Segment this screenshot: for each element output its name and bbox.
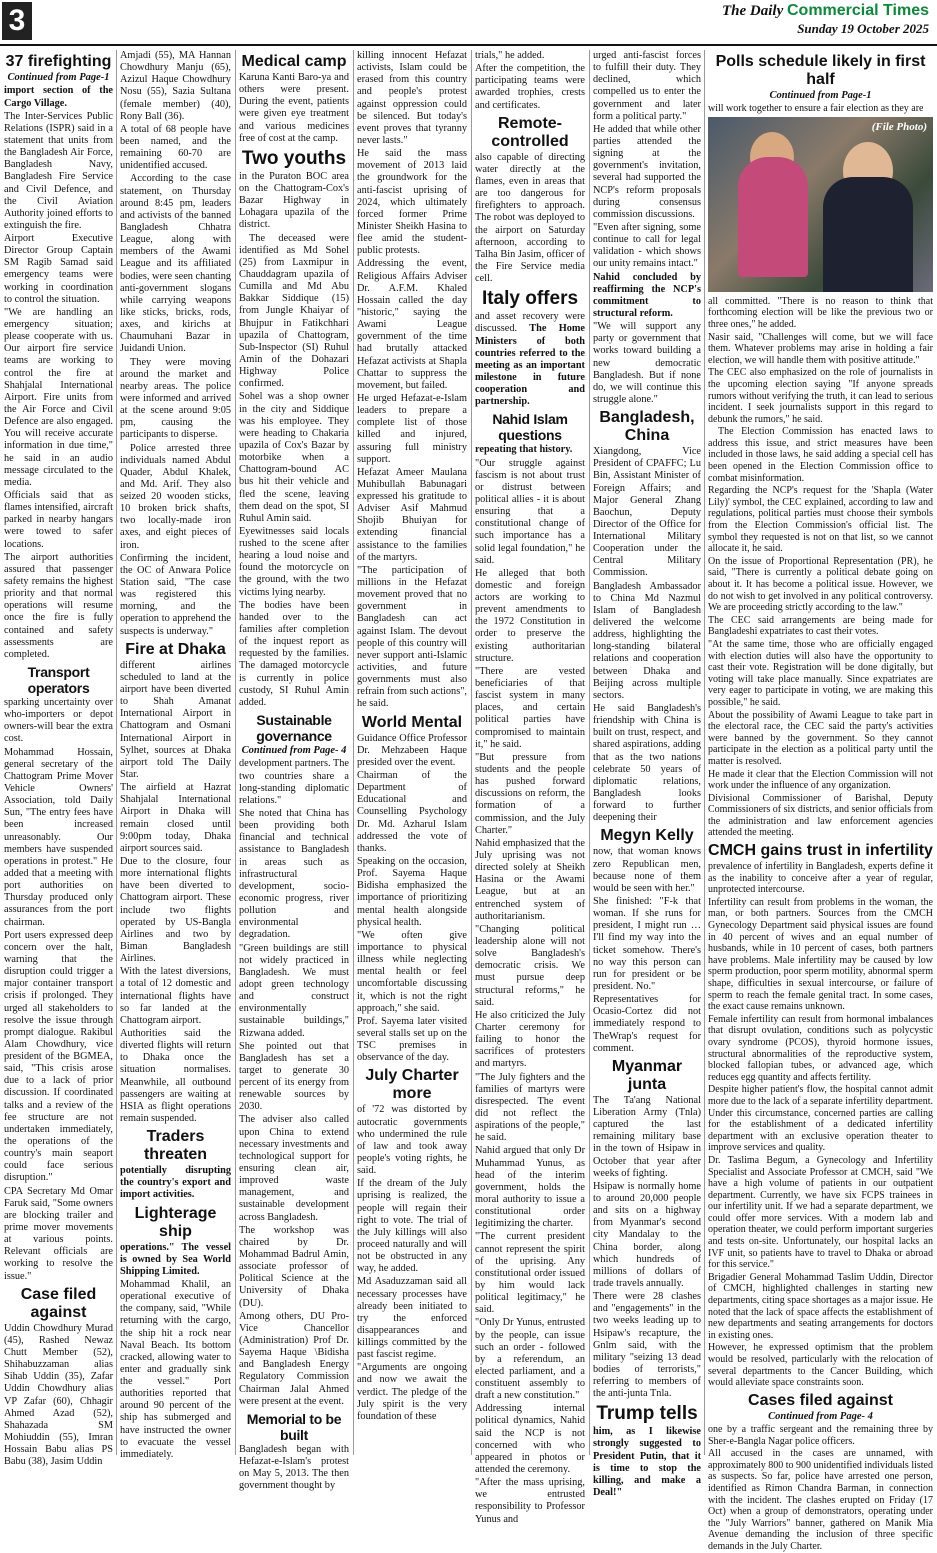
continued-note: Continued from Page-1 [7, 72, 110, 83]
page-number: 3 [2, 2, 32, 40]
paragraph: Infertility can result from problems in the woman, the man, or both partners. Sources from the CMCH Gynecology Department said physical issues are found in 40 percent of wives and an equal number of husbands, while in 10 percent of cases, both partners have problems. Male infertility may be caused by low sperm production, poor sperm motility, abnormal sperm shape, difficulties in sexual intercourse, or failure of sperm to reach the female genital tract. In some cases, the exact cause remains unknown. [708, 896, 933, 1013]
headline: Polls schedule likely in first half [715, 53, 926, 88]
headline: Bangladesh, China [599, 409, 695, 445]
paragraph: Brigadier General Mohammad Taslim Uddin, Director of CMCH, highlighted challenges in starting new departments, citing space shortages as a major issue. He noted that the lack of space affects the establishment of new departments and seating arrangements for doctors in existing ones. [708, 1271, 933, 1341]
paragraph: Police arrested three individuals named Abdul Quader, Abdul Khalek, and Md. Arif. They also seized 20 wooden sticks, 10 broken brick shafts, two locally-made iron axes, and eight pieces of iron. [120, 442, 231, 551]
headline: Medical camp [241, 53, 347, 70]
headline: Two youths [241, 147, 347, 169]
person-body [823, 177, 913, 292]
paragraph: He said Bangladesh's friendship with China is built on trust, respect, and shared aspirations, adding that as the two nations celebrate 50 years of diplomatic relations, Bangladesh looks forward to further deepening their [593, 703, 701, 824]
paragraph: "The participation of millions in the Hefazat movement proved that no government in Bangladesh can act against Islam. The devout people of this country will never support anti-Islamic activities, and future governments must also refrain from such actions", he said. [357, 564, 467, 710]
newspaper-name [722, 2, 929, 20]
paragraph: Speaking on the occasion, Prof. Sayema Haque Bidisha emphasized the importance of prioritizing mental health alongside physical health. [357, 856, 467, 928]
paragraph: The workshop was chaired by Dr. Mohammad Badrul Amin, associate professor of Political Science at the University of Dhaka (DU). [239, 1224, 349, 1309]
headline: Traders threaten [143, 1128, 208, 1164]
paragraph: different airlines scheduled to land at the airport have been diverted to Shah Amanat International Airport in Chattogram and Osmani International Airport in Sylhet, sources at Dhaka airport told The Daily Star. [120, 659, 231, 781]
paragraph: Mohammad Khalil, an operational executive of the company, said, "While returning with the cargo, the ship hit a rock near Naval Beach. Its bottom cracked, allowing water to enter and gradually sink the vessel." Port authorities reported that around 90 percent of the ship has submerged and have instructed the owner to evacuate the vessel immediately. [120, 1278, 231, 1460]
paragraph: Despite higher patient's flow, the hospital cannot admit more due to the lack of a separate infertility department. Under this circumstance, concerned parties are calling for the establishment of a dedicated infertility department with an exclusive operation theater to improve services and quality. [708, 1084, 933, 1154]
paragraph: Addressing internal political dynamics, Nahid said the NCP is not concerned with who appeared in photos or attended the ceremony. [475, 1403, 585, 1476]
paragraph: The Ta'ang National Liberation Army (Tnla) captured the last remaining military base in the town of Hsipaw in October that year after weeks of fighting. [593, 1094, 701, 1179]
paragraph: him, as I likewise strongly suggested to President Putin, that it is time to stop the killing, and make a Deal!" [593, 1426, 701, 1499]
paragraph: Nasir said, "Challenges will come, but we will face them. Whatever problems may arise in holding a fair election, we will handle them with positive attitude." [708, 331, 933, 366]
paragraph: All accused in the cases are unnamed, with approximately 800 to 900 unidentified individuals listed as suspects. So far, police have arrested one person, identified as Rimon Chandra Barman, in connection with the incident. The clashes erupted on Friday (17 Oct) when a group of demonstrators, operating under the "July Warriors" banner, gathered on Manik Mia Avenue demanding the inclusion of three specific demands in the July Charter. [708, 1448, 933, 1552]
person-body [738, 157, 808, 277]
paragraph: There were 28 clashes and "engagements" in the two weeks leading up to Hsipaw's recapture, the Gnlm said, with the military "seizing 13 dead bodies of terrorists," referring to members of the anti-junta Tnla. [593, 1291, 701, 1400]
paragraph: Hsipaw is normally home to around 20,000 people and sits on a highway from Myanmar's second city Mandalay to the China border, along which hundreds of millions of dollars of trade travels annually. [593, 1180, 701, 1289]
brand-prefix: The Daily [722, 3, 787, 19]
paragraph: Md Asaduzzaman said all necessary processes have already been initiated to try the enforced disappearances and killings committed by the past fascist regime. [357, 1276, 467, 1361]
paragraph: development partners. The two countries share a long-standing diplomatic relations." [239, 758, 349, 806]
column-divider [353, 50, 354, 1455]
paragraph: potentially disrupting the country's export and import activities. [120, 1165, 231, 1201]
paragraph: will work together to ensure a fair election as they are [708, 103, 924, 115]
paragraph: trials," he added. [475, 50, 545, 61]
paragraph: Authorities said the diverted flights will return to Dhaka once the situation normalises. Meanwhile, all outbound passengers are waiting at HSIA as flight operations remain suspended. [120, 1027, 231, 1124]
paragraph: Representatives for Ocasio-Cortez did not immediately respond to TheWrap's request for comment. [593, 994, 701, 1054]
headline: Remote-controlled [491, 114, 569, 150]
paragraph: "But pressure from students and the people has pushed forward discussions on reform, the formation of a commission, and the July Charter." [475, 751, 585, 836]
headline: Sustainable governance [256, 712, 332, 745]
headline: 37 firefighting [5, 53, 112, 70]
paragraph: He also criticized the July Charter ceremony for failing to honor the sacrifices of protesters and martyrs. [475, 1009, 585, 1070]
column-7 [708, 50, 933, 1552]
paragraph: "The July fighters and the families of martyrs were disrespected. The event did not reflect the aspirations of the people," he said. [475, 1071, 585, 1144]
paragraph: "We often give importance to physical illness while neglecting mental health or feel uncomfortable discussing it, which is not the right approach," she said. [357, 929, 467, 1014]
paragraph: A total of 68 people have been named, and the remaining 60-70 are unidentified accused. [120, 123, 231, 172]
headline: Trump tells [596, 1403, 698, 1425]
headline: CMCH gains trust in infertility [708, 842, 933, 860]
headline: World Mental [361, 713, 463, 731]
paragraph: Prof. Sayema later visited several stalls set up on the TSC premises in observance of the day. [357, 1015, 467, 1064]
paragraph: "We are handling an emergency situation; please cooperate with us. Our airport fire service teams are working to control the fire at Shahjalal International Airport. Fire units from the Air Force and Civil Defence are also engaged. You will receive accurate information in due time," he said in an audio message circulated to the media. [4, 306, 113, 488]
paragraph: "The current president cannot represent the spirit of the uprising. Any constitutional order issued by him would lack political legitimacy," he said. [475, 1231, 585, 1316]
headline: Italy offers [481, 288, 579, 310]
paragraph: He urged Hefazat-e-Islam leaders to prepare a complete list of those killed and injured, assuring full ministry support. [357, 392, 467, 465]
paragraph: "Arguments are ongoing and now we await the verdict. The pledge of the July spirit is the very foundation of these [357, 1362, 467, 1422]
headline: July Charter more [365, 1067, 459, 1103]
column-divider [235, 50, 236, 1455]
column-divider [116, 50, 117, 1455]
headline: Case filed against [20, 1285, 97, 1321]
paragraph: Among others, DU Pro-Vice Chancellor (Administration) Prof Dr. Sayema Haque \Bidisha and Bangladesh Energy Regulatory Commission Chairman Jalal Ahmed were present at the event. [239, 1310, 349, 1407]
headline: Lighterage ship [134, 1204, 217, 1240]
paragraph: Addressing the event, Religious Affairs Adviser Dr. A.F.M. Khaled Hossain called the day "historic," saying the Awami League government of the time had brutally attacked Hefazat activists at Shapla Chattar to suppress the movement, but failed. [357, 258, 467, 391]
continued-note: Continued from Page- 4 [241, 745, 347, 757]
paragraph: Divisional Commissioner of Barishal, Deputy Commissioners of six districts, and senior officials from the administration and law enforcement agencies attended the meeting. [708, 792, 933, 839]
paragraph: He alleged that both domestic and foreign actors are working to prevent amendments to the 1972 Constitution in order to preserve the existing authoritarian structure. [475, 567, 585, 664]
paragraph-lead: and asset recovery were discussed. [475, 311, 585, 335]
paragraph: The adviser also called upon China to extend necessary investments and technological support for ensuring clean air, improved waste management, and sustainable development across Bangladesh. [239, 1114, 349, 1223]
paragraph: CPA Secretary Md Omar Faruk said, "Some owners are blocking trailer and prime mover movements at various points. Relevant officials are working to resolve the issue." [4, 1185, 113, 1282]
column-2 [120, 50, 231, 1460]
paragraph: "Changing political leadership alone will not solve Bangladesh's democratic crisis. We must pursue deep structural reforms," he said. [475, 923, 585, 1008]
paragraph: On the issue of Proportional Representation (PR), he said, "There is currently a political debate going on about it. It has become a political issue. However, we do not wish to get involved in any political controversy. We are proceeding strictly according to the law." [708, 555, 933, 614]
paragraph: The deceased were identified as Md Sohel (25) from Laxmipur in Chauddagram upazila of Cumilla and Md Abu Bakkar Siddique (15) from Jungle Khaiyar of Bhujpur in Fatikchhari upazila of Chattogram, Sub-Inspector (SI) Ruhul Amin of the Dohazari Highway Police confirmed. [239, 232, 349, 390]
paragraph: Nahid argued that only Dr Muhammad Yunus, as head of the interim government, holds the moral authority to issue a constitutional order legitimizing the charter. [475, 1145, 585, 1230]
paragraph: She pointed out that Bangladesh has set a target to generate 30 percent of its energy from renewable sources by 2030. [239, 1040, 349, 1113]
paragraph: Confirming the incident, the OC of Anwara Police Station said, "The case was registered this morning, and the operation to apprehend the suspects is underway." [120, 552, 231, 637]
paragraph: "At the same time, those who are officially engaged with election duties will also have the opportunity to cast their vote. Registration will be done digitally, but voting will take place manually. Since expatriates are very eager to participate in voting, we are making this possible," he said. [708, 638, 933, 708]
paragraph: He added that while other parties attended the signing at the government's invitation, several had supported the NCP's reform proposals during consensus commission discussions. [593, 123, 701, 220]
paragraph: Eyewitnesses said locals rushed to the scene after hearing a loud noise and found the motorcycle on the ground, with the two victims lying nearby. [239, 525, 349, 598]
brand-name: Commercial Times [787, 2, 929, 19]
paragraph: Hefazat Ameer Maulana Muhibullah Babunagari expressed his gratitude to Adviser Asif Mahmud Shojib Bhuiyan for extending financial assistance to the families of the martyrs. [357, 466, 467, 563]
paragraph: "Green buildings are still not widely practiced in Bangladesh. We must adopt green technology and construct environmentally sustainable buildings," Rizwana added. [239, 942, 349, 1039]
paragraph: now, that woman knows zero Republican men, because none of them would be seen with her." [593, 846, 701, 894]
paragraph: She finished: "F-k that woman. If she runs for president, I might run … I'll find my way into the ticket somehow. There's no way this person can run for president or be president. No." [593, 896, 701, 992]
paragraph: all committed. "There is no reason to think that forthcoming election will be like the previous two or three ones," he added. [708, 295, 933, 330]
paragraph: killing innocent Hefazat activists, Islam could be erased from this country and people's protest against oppression could be silenced. But today's event proves that tyranny never lasts." [357, 50, 467, 146]
paragraph: Airport Executive Director Group Captain SM Ragib Samad said emergency teams were working in coordination to control the situation. [4, 233, 113, 305]
column-divider [471, 50, 472, 1455]
paragraph: one by a traffic sergeant and the remaining three by Sher-e-Bangla Nagar police officers. [708, 1423, 933, 1447]
paragraph: Nahid emphasized that the July uprising was not directed solely at Sheikh Hasina or the Awami League, but at an entrenched system of authoritarianism. [475, 837, 585, 922]
column-5 [475, 50, 586, 1525]
paragraph: After the competition, the participating teams were awarded trophies, crests and certificates. [475, 63, 585, 111]
photo-caption: (File Photo) [871, 120, 927, 133]
headline: Megyn Kelly [600, 827, 694, 845]
paragraph: Nahid concluded by reaffirming the NCP's commitment to structural reform. [593, 271, 701, 319]
column-6 [593, 50, 701, 1499]
paragraph: He said the mass movement of 2013 laid the groundwork for the anti-fascist uprising of 2024, which ultimately forced former Prime Minister Sheikh Hasina to flee amid the student-public protests. [357, 148, 467, 257]
paragraph: of '72 was distorted by autocratic governments who undermined the rule of law and took away people's voting rights, he said. [357, 1104, 467, 1177]
paragraph: Dr. Taslima Begum, a Gynecology and Infertility Specialist and Associate Professor at CMCH, said "We have a high volume of patients in our outpatient department. Currently, we have six FCPS trainees in our infertility unit. If we had a separate department, we could offer more services. With a modern lab and operation theater, we could perform important surgeries and tests on-site. Unfortunately, our hospital lacks an IVF unit, so patients have to travel to Dhaka or abroad for this service." [708, 1154, 933, 1271]
column-divider [704, 50, 705, 1455]
paragraph: prevalence of infertility in Bangladesh, experts define it as the inability to conceive after a year of regular, unprotected intercourse. [708, 861, 933, 896]
paragraph: urged anti-fascist forces to fulfill their duty. They declined, which compelled us to enter the government and later form a political party." [593, 50, 701, 122]
paragraph: Amjadi (55), MA Hannan Chowdhury Manju (65), Azizul Haque Chowdhury Nosu (55), Sazia Sultana (female member) (40), Rony Ball (36). [120, 50, 231, 122]
news-photo [708, 117, 933, 292]
paragraph: The Inter-Services Public Relations (ISPR) said in a statement that units from the Bangladesh Air Force, Bangladesh Navy, Bangladesh Fire Service and Civil Defence, and the Civil Aviation Authority joined efforts to extinguish the fire. [4, 110, 113, 231]
column-1 [4, 50, 113, 1468]
paragraph: Xiangdong, Vice President of CPAFFC; Lu Bin, Assistant Minister of Foreign Affairs; and Major General Zhang Baochun, Deputy Director of the Office for International Military Cooperation under the Central Military Commission. [593, 446, 701, 579]
paragraph: He made it clear that the Election Commission will not work under the influence of any organization. [708, 768, 933, 792]
column-4 [357, 50, 467, 1455]
paragraph: "We will support any party or government that works toward building a new democratic Bangladesh. But if none do, we will continue this struggle alone." [593, 321, 701, 405]
paragraph [475, 311, 585, 408]
paragraph-bold: The Home Ministers of both countries referred to the meeting as an important milestone in future cooperation and partnership. [475, 323, 586, 408]
paragraph: "Our struggle against fascism is not about trust or distrust between political allies - it is about ensuring that a constitutional change of such importance has a solid legal foundation," he said. [475, 457, 585, 566]
paragraph: They were moving around the market and nearby areas. The police were informed and arrived at the scene around 9:05 pm, causing the participants to disperse. [120, 356, 231, 441]
paragraph: repeating that history. [475, 444, 573, 456]
paragraph: If the dream of the July uprising is realized, the people will regain their right to vote. The trial of the July killings will also proceed naturally and will not be obstructed in any way, he added. [357, 1178, 467, 1275]
paragraph: Due to the closure, four more international flights have been diverted to Chattogram airport. These include two flights operated by US-Bangla Airlines and two by Biman Bangladesh Airlines. [120, 856, 231, 965]
headline: Transport operators [27, 663, 90, 696]
paragraph: Chairman of the Department of Educational and Counselling Psychology Dr. Md. Azharul Islam addressed the vote of thanks. [357, 770, 467, 854]
paragraph: However, he expressed optimism that the problem would be resolved, particularly with the relocation of several departments to the Cancer Building, which would alleviate space constraints soon. [708, 1342, 933, 1389]
paragraph: operations." The vessel is owned by Sea World Shipping Limited. [120, 1241, 231, 1277]
headline: Fire at Dhaka [125, 640, 226, 658]
paragraph: Bangladesh Ambassador to China Md Nazmul Islam of Bangladesh delivered the welcome address, highlighting the long-standing bilateral relations and cooperation between Dhaka and Beijing across multiple sectors. [593, 580, 701, 701]
paragraph: About the possibility of Awami League to take part in the electoral race, the CEC said the party's activities were banned by the government. So they cannot participate in the election as a political party until the matter is resolved. [708, 709, 933, 767]
paragraph: With the latest diversions, a total of 12 domestic and international flights have so far landed at the Chattogram airport. [120, 966, 231, 1026]
headline: Myanmar junta [611, 1057, 683, 1093]
paragraph: Bangladesh began with Hefazat-e-Islam's protest on May 5, 2013. The then government thought by [239, 1443, 349, 1492]
headline: Memorial to be built [246, 1410, 342, 1443]
paragraph: The airport authorities assured that passenger safety remains the highest priority and that normal operations will resume once the fire is fully contained and safety assessments are completed. [4, 551, 113, 660]
paragraph: Karuna Kanti Baro-ya and others were present. During the event, patients were given eye treatment and various medicines free of cost at the camp. [239, 72, 349, 144]
column-3 [239, 50, 349, 1492]
paragraph: "After the mass uprising, we entrusted responsibility to Professor Yunus and [475, 1477, 585, 1525]
paragraph: "Only Dr Yunus, entrusted by the people, can issue such an order - followed by a referendum, an elected parliament, and a constituent assembly to draft a new constitution." [475, 1317, 585, 1402]
headline: Nahid Islam questions [492, 411, 568, 444]
paragraph: Sohel was a shop owner in the city and Siddique was his employee. They were heading to Chakaria upazila of Cox's Bazar by motorbike when a Chattogram-bound AC bus hit their vehicle and fled the scene, leaving them dead on the spot, SI Ruhul Amin said. [239, 391, 349, 524]
masthead [722, 2, 929, 37]
column-divider [589, 50, 590, 1455]
header-rule [0, 44, 937, 46]
paragraph: She noted that China has been providing both financial and technical assistance to Bangladesh in areas such as infrastructural development, socio-economic progress, river pollution and environmental degradation. [239, 807, 349, 941]
paragraph: import section of the Cargo Village. [4, 85, 113, 109]
paragraph: Regarding the NCP's request for the 'Shapla (Water Lily)' symbol, the CEC explained, according to law and regulations, political parties must choose their symbols from the Election Commission's official list. The symbol they requested is not on that list, so we cannot allocate it, he said. [708, 485, 933, 555]
paragraph: "Even after signing, some continue to call for legal validation - which shows our unity remains intact." [593, 221, 701, 270]
paragraph: in the Puraton BOC area on the Chattogram-Cox's Bazar Highway in Lohagara upazila of the district. [239, 170, 349, 231]
paragraph: Female infertility can result from hormonal imbalances that disrupt ovulation, conditions such as polycystic ovary syndrome (PCOS), thyroid hormone issues, structural abnormalities of the reproductive system, blocked fallopian tubes, or advanced age, which reduces egg quantity and affects fertility. [708, 1013, 933, 1083]
paragraph: Mohammad Hossain, general secretary of the Chattogram Prime Mover Vehicle Owners' Association, told Daily Sun, "The entry fees have been increased unreasonably. Our members have suspended operations in protest." He added that a meeting with port authorities on Thursday produced only assurances from the port chairman. [4, 746, 113, 928]
paragraph: Port users expressed deep concern over the halt, warning that the disruption could trigger a major container transport crisis if prolonged. They urged all stakeholders to resolve the issue through prompt dialogue. Rakibul Alam Chowdhury, vice president of the BGMEA, said, "This crisis arose due to a lack of prior discussion. If coordinated talks and a review of the fee structure are not undertaken immediately, the operations of the country's main seaport could face serious disruption." [4, 929, 113, 1184]
headline: Cases filed against [748, 1391, 893, 1409]
paragraph: The Election Commission has enacted laws to address this issue, and strict measures have been included in those laws, he said adding a special cell has been opened in the Election Commission office to combat misinformation. [708, 426, 933, 484]
paragraph: Uddin Chowdhury Murad (45), Rashed Newaz Chutt Member (52), Shihabuzzaman alias Sihab Uddin (35), Zafar Uddin Chowdhury alias VP Zafar (60), Chhagir Ahmed Azad (52), Shahazada SM Mohiuddin (55), Imran Hossain Babu alias PS Babu (38), Jasim Uddin [4, 1322, 113, 1468]
paragraph: The bodies have been handed over to the families after completion of the inquest report as requested by the families. The damaged motorcycle is currently in police custody, SI Ruhul Amin added. [239, 599, 349, 708]
paragraph: According to the case statement, on Thursday around 8:45 pm, leaders and activists of the banned Bangladesh Chhatra League, along with members of the Awami League and its affiliated bodies, were seen chanting anti-government slogans while carrying weapons like sticks, bricks, rods, axes, and kirichs at Chaumuhani Bazar in Juidandi Union. [120, 173, 231, 355]
continued-note: Continued from Page-1 [769, 90, 872, 101]
paragraph: "There are vested beneficiaries of that fascist system in many places, and certain political parties have compromised to maintain it," he said. [475, 665, 585, 750]
issue-date: Sunday 19 October 2025 [797, 21, 929, 36]
paragraph: also capable of directing water directly at the flames, even in areas that are too dangerous for firefighters to approach. The robot was deployed to the airport on Saturday afternoon, according to Talha Bin Jasim, officer of the Fire Service media cell. [475, 151, 585, 285]
continued-note: Continued from Page- 4 [768, 1410, 873, 1422]
paragraph: The CEC said arrangements are being made for Bangladeshi expatriates to cast their votes. [708, 614, 933, 638]
paragraph: The CEC also emphasized on the role of journalists in the upcoming election saying "If anyone spreads rumors without verifying the truth, it can lead to serious incident. I seek journalists support in this regard to debunk the rumors," he said. [708, 367, 933, 425]
paragraph: Guidance Office Professor Dr. Mehzabeen Haque presided over the event. [357, 732, 467, 768]
paragraph: The airfield at Hazrat Shahjalal International Airport in Dhaka will remain closed until 9:00pm today, Dhaka airport sources said. [120, 782, 231, 854]
paragraph: Officials said that as flames intensified, aircraft parked in nearby hangars were towed to safer locations. [4, 490, 113, 550]
paragraph: sparking uncertainty over who-importers or depot owners-will bear the extra cost. [4, 696, 113, 745]
